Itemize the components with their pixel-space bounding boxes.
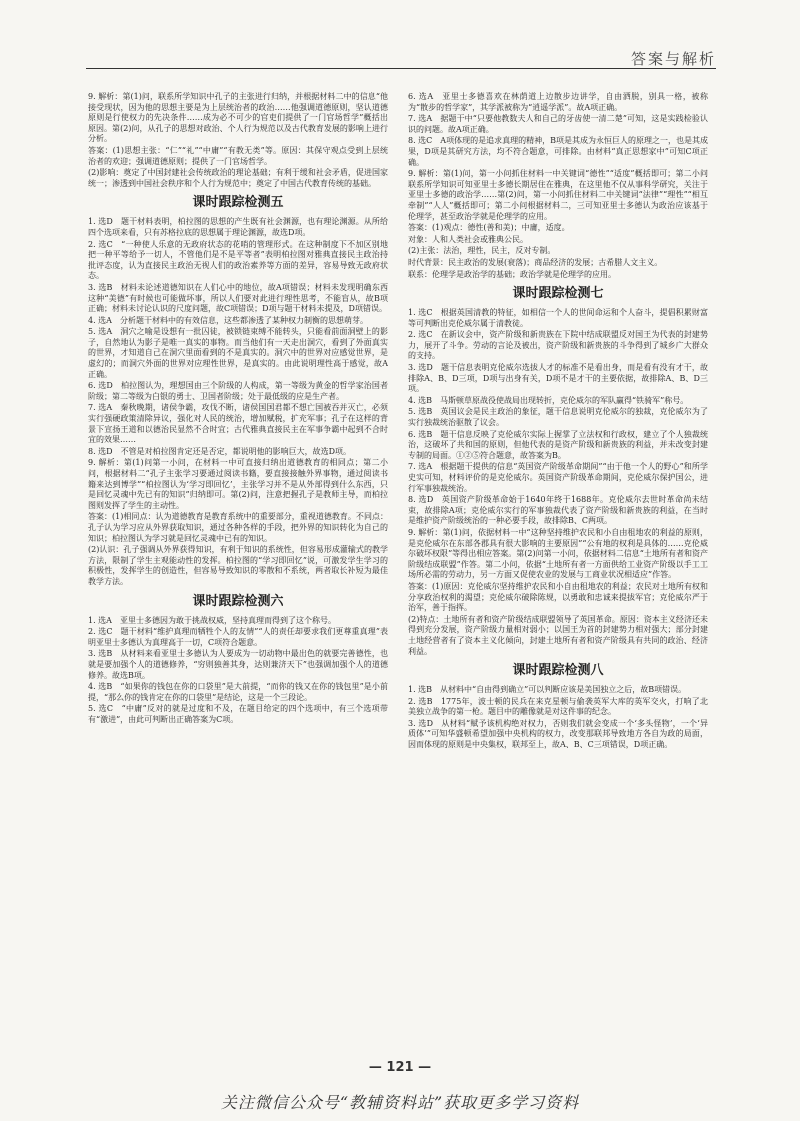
answer-paragraph: 3. 选B 从材料来看亚里士多德认为人要成为一切动物中最出色的就要完善德性，也就是要加强个人的道德修养，“穷则独善其身，达则兼济天下”也强调加强个人的道德修养。故选B项。: [88, 649, 388, 680]
answer-paragraph: (2)影响：奠定了中国封建社会传统政治的理论基础；有利于缓和社会矛盾，促进国家统一；渗透到中国社会秩序和个人行为规范中；奠定了中国古代教育传统的基础。: [88, 168, 388, 188]
answer-paragraph: 4. 选B 马斯顿草原战役使战局出现转折，克伦威尔的军队赢得“铁骑军”称号。: [408, 395, 689, 405]
answer-paragraph: 3. 选D 从材料“赋予该机构绝对权力，否则我们就会变成一个‘多头怪物’，一个‘异质体’”可知华盛顿希望加强中央机构的权力，改变那联邦导致地方各自为政的局面，因而体现的原则是中央集权，联邦至上，故A、B、C三项错误，D项正确。: [408, 718, 708, 750]
answer-paragraph: 7. 选A 根据题干提供的信息“英国资产阶级革命期间”“由于他一个人的野心”和所学史实可知，材料评价的是克伦威尔。英国资产阶级革命期间，克伦威尔保护国公，进行军事独裁统治。: [408, 462, 708, 493]
answer-paragraph: 7. 选A 秦秋晚期，诸侯争霸，攻伐不断，诸侯国国君都不想亡国被吞并灭亡，必须实行强硬政策清除异议，强化对人民的统治，增加赋税，扩充军事；孔子在这样的背景下宣扬王道和以德治民显然不合时宜；古代雅典直接民主在军事争霸中起到不合时宜的效果……: [88, 403, 388, 445]
answer-paragraph: 答案：(1)原因：克伦威尔坚持维护农民和小自由租地农的利益；农民对土地所有权和分享政治权利的渴望；克伦威尔破除陈规，以勇敢和忠诚来提拔军官；克伦威尔严于治军，善于指挥。: [408, 581, 708, 613]
answer-paragraph: 6. 选B 题干信息反映了克伦威尔实际上握掌了立法权和行政权，建立了个人独裁统治，这破坏了共和国的原则，但他代表的是资产阶级和新贵族的利益，并未改变封建专制的局面。①②⑤符合题意，故答案为B。: [408, 429, 708, 460]
answer-paragraph: 联系：伦理学是政治学的基础；政治学就是伦理学的应用。: [408, 269, 616, 279]
answer-paragraph: 6. 选D 柏拉图认为，理想国由三个阶级的人构成，第一等级为黄金的哲学家治国者阶级；第二等级为白银的勇士、卫国者阶级；处于最低级的应是生产者。: [88, 381, 388, 401]
section-title: 课时跟踪检测五: [192, 195, 284, 211]
right-column: [408, 92, 708, 1052]
answer-paragraph: 2. 选C 题干材料“维护真理而牺牲个人的友情”“人的责任却要求我们更尊重真理”表明亚里士多德认为真理高于一切，C项符合题意。: [88, 627, 388, 647]
answer-paragraph: 8. 选D 不管是对柏拉图肯定还是否定，都说明他的影响巨大，故选D项。: [88, 446, 352, 456]
footer-note: 关注微信公众号“教辅资料站”获取更多学习资料: [220, 1093, 580, 1112]
header-title: 答案与解析: [630, 50, 716, 68]
answer-paragraph: 1. 选C 根据英国清教的特征，如相信一个人的世间命运和个人奋斗，提倡积累财富等可判断出克伦威尔属于清教徒。: [408, 308, 708, 328]
answer-paragraph: 5. 选A 洞穴之喻是设想有一批囚徒，被锁链束缚不能转头，只能看前面洞壁上的影子，自然地认为影子是唯一真实的事物。而当他们有一天走出洞穴，看到了外面真实的世界，才知道自己在洞穴里面看到的不是真实的。洞穴中的世界对应感觉世界，是虚幻的；而洞穴外面的世界对应理性世界，是真实的。由此说明理性高于感觉，故A正确。: [88, 327, 388, 379]
answer-paragraph: 答案：(1)相同点：认为道德教育是教育系统中的重要部分，重视道德教育。不同点：孔子认为学习应从外界获取知识，通过各种各样的手段，把外界的知识转化为自己的知识；柏拉图认为学习就是回忆灵魂中已有的知识。: [88, 512, 388, 543]
page-header: [0, 0, 800, 80]
answer-paragraph: (2)认识：孔子强调从外界获得知识，有利于知识的系统性，但容易形成灌输式的教学方法，限制了学生主观能动性的发挥。柏拉图的“学习即回忆”说，可激发学生学习的积极性，发挥学生的创造性，但容易导致知识的零散和不系统，两者取长补短为最佳教学方法。: [88, 545, 388, 586]
answer-paragraph: 3. 选B 材料未论述道德知识在人们心中的地位，故A项错误；材料未发现明确东西这种“美德”有时候也可能做坏事，所以人们要对此进行理性思考，不能盲从，故B项正确；材料未讨论认识的尺度问题，故C项错误；D项与题干材料未提及，D项错误。: [88, 282, 388, 314]
answer-paragraph: 对象：人和人类社会或雅典公民。: [408, 234, 528, 244]
left-column: [88, 92, 388, 1052]
answer-paragraph: 时代背景：民主政治的发展(衰落)；商品经济的发展；古希腊人文主义。: [408, 257, 663, 267]
answer-paragraph: 8. 选C A项体现的是追求真理的精神，B项是其成为永恒巨人的原理之一，也是其成果，D项是其研究方法，均不符合题意，可排除。由材料“真正思想家中”可知C项正确。: [408, 136, 708, 167]
answer-paragraph: 7. 选A 据题干中“只要他教数夫人和自己的牙齿使一清二楚”可知，这是实践检验认识的问题。故A项正确。: [408, 114, 708, 134]
header-divider: [86, 68, 716, 69]
answer-paragraph: 1. 选B 从材料中“自由得到确立”可以判断应该是美国独立之后，故B项错误。: [408, 685, 687, 695]
answer-paragraph: 2. 选C “一种使人乐意的无政府状态的花哨的管理形式。在这种制度下不加区别地把一种平等给予一切人，不管他们是不是平等者”表明柏拉图对雅典直接民主政治持批评态度，认为直接民主政治无视人们的政治素养等方面的差异，容易导致无政府状态。: [88, 239, 388, 281]
answer-paragraph: 9. 解析：第(1)问，依据材料一中“这种坚持维护农民和小自由租地农的利益的原则，是克伦威尔在东部各郡具有很大影响的主要原因”“公有地的权利是具体的……克伦威尔破坏权限”等得出相应答案。第(2)问第一小问，依据材料二信息“土地所有者和资产阶级结成联盟”作答。第二小问，依据“土地所有者一方面供给工业资产阶级以手工工场所必需的劳动力，另一方面又促使农业的发展与工商业状况相适应”作答。: [408, 527, 708, 580]
answer-paragraph: 答案：(1)观点：德性(善和美)；中庸，适度。: [408, 223, 570, 233]
answer-paragraph: (2)主张：法治，理性，民主，反对专制。: [408, 246, 556, 256]
answer-paragraph: 5. 选B 英国议会是民主政治的象征，题干信息说明克伦威尔的独裁，克伦威尔为了实行独裁统治驱散了议会。: [408, 407, 708, 428]
page-number: — 121 —: [368, 1060, 432, 1075]
answer-paragraph: 2. 选C 在新议会中，资产阶级和新贵族在下院中结成联盟反对国王为代表的封建势力，展开了斗争。劳动的言论及被出，资产阶级和新贵族的斗争得到了城乡广大群众的支持。: [408, 330, 708, 361]
answer-paragraph: 9. 解析：第(1)问，联系所学知识中孔子的主张进行归纳，并根据材料二中的信息“他接受现状，因为他的思想主要是为上层统治者的政治……他强调道德原则，坚认道德原则是行使权力的先决条件……成为必不可少的官吏们提供了一门官场哲学”概括出原因。第(2)问，从孔子的思想对政治、个人行为规范以及古代教育发展的影响上进行分析。: [88, 92, 388, 144]
section-title: 课时跟踪检测六: [192, 593, 284, 609]
answer-paragraph: 8. 选D 英国资产阶级革命始于1640年终于1688年。克伦威尔去世时革命尚未结束，故排除A项；克伦威尔实行的军事独裁代表了资产阶级和新贵族的利益，在当时是维护资产阶级统治的一种必要手段，故排除B、C两项。: [408, 495, 708, 526]
answer-paragraph: 2. 选B 1775年，波士顿的民兵在来克星顿与偷袭英军大库的英军交火，打响了北美独立战争的第一枪。题目中的雕像就是对这件事的纪念。: [408, 696, 708, 717]
answer-paragraph: 6. 选A 亚里士多德喜欢在林荫道上边散步边讲学，自由洒脱，别具一格，被称为“散步的哲学家”，其学派被称为“逍遥学派”。故A项正确。: [408, 92, 708, 112]
answer-paragraph: 1. 选A 亚里士多德因为敢于挑战权威，坚持真理而得到了这个称号。: [88, 615, 336, 625]
answer-paragraph: 5. 选C “中庸”反对的就是过度和不及，在题目给定的四个选项中，有三个选项带有“激进”，由此可判断出正确答案为C项。: [88, 704, 388, 724]
answer-paragraph: 答案：(1)思想主张：“仁”“礼”“中庸”“有教无类”等。原因：其保守观点受到上层统治者的欢迎；强调道德原则；提供了一门官场哲学。: [88, 145, 388, 166]
answer-paragraph: 4. 选A 分析题干材料中的有效信息，这些都渗透了某种权力制衡的思想萌芽。: [88, 315, 368, 325]
answer-paragraph: 4. 选B “如果你的钱包在你的口袋里”是大前提，“而你的钱又在你的钱包里”是小前提，“那么你的钱肯定在你的口袋里”是结论，这是一个三段论。: [88, 682, 388, 702]
answer-paragraph: 1. 选D 题干材料表明，柏拉图的思想的产生既有社会渊源，也有理论渊源。从所给四个选项来看，只有苏格拉底的思想属于理论渊源，故选D项。: [88, 217, 388, 237]
section-title: 课时跟踪检测七: [512, 286, 604, 302]
answer-paragraph: 3. 选D 题干信息表明克伦威尔选拔人才的标准不是看出身，而是看有没有才干，故排除A、B、D三项，D项与出身有关，D项不是才干的主要依据，故排除A、B、D三项。: [408, 363, 708, 394]
answer-paragraph: 9. 解析：第(1)问，第一小问抓住材料一中关键词“德性”“适度”概括即可；第二小问联系所学知识可知亚里士多德长期居住在雅典，在这里他不仅从事科学研究，关注于亚里士多德的政治学……第(2)问，第一小问抓住材料二中关键词“法律”“理性”“相互牵制”“人人”概括即可；第二小问根据材料二，三可知亚里士多德认为政治应该基于伦理学，甚至政治学就是伦理学的应用。: [408, 169, 708, 221]
answer-paragraph: (2)特点：土地所有者和资产阶级结成联盟领导了英国革命。原因：资本主义经济还未得到充分发展，资产阶级力量相对弱小；以国王为首的封建势力相对强大；部分封建土地经营者有了资本主义化倾向，封建土地所有者和资产阶级具有共同的政治、经济利益。: [408, 614, 708, 656]
section-title: 课时跟踪检测八: [512, 663, 604, 679]
answer-paragraph: 9. 解析：第(1)问第一小问，在材料一中可直接归纳出道德教育的相同点；第二小问，根据材料二“孔子主张学习要通过阅读书籍，要直接接触外界事物，通过阅读书籍来达到博学”“柏拉图认为‘学习即回忆’，主张学习并不是从外部得到什么东西，只是回忆灵魂中先已有的知识”归纳即可。第(2)问，注意把握孔子是教师主导，而柏拉图则发挥了学生的主动性。: [88, 458, 388, 510]
